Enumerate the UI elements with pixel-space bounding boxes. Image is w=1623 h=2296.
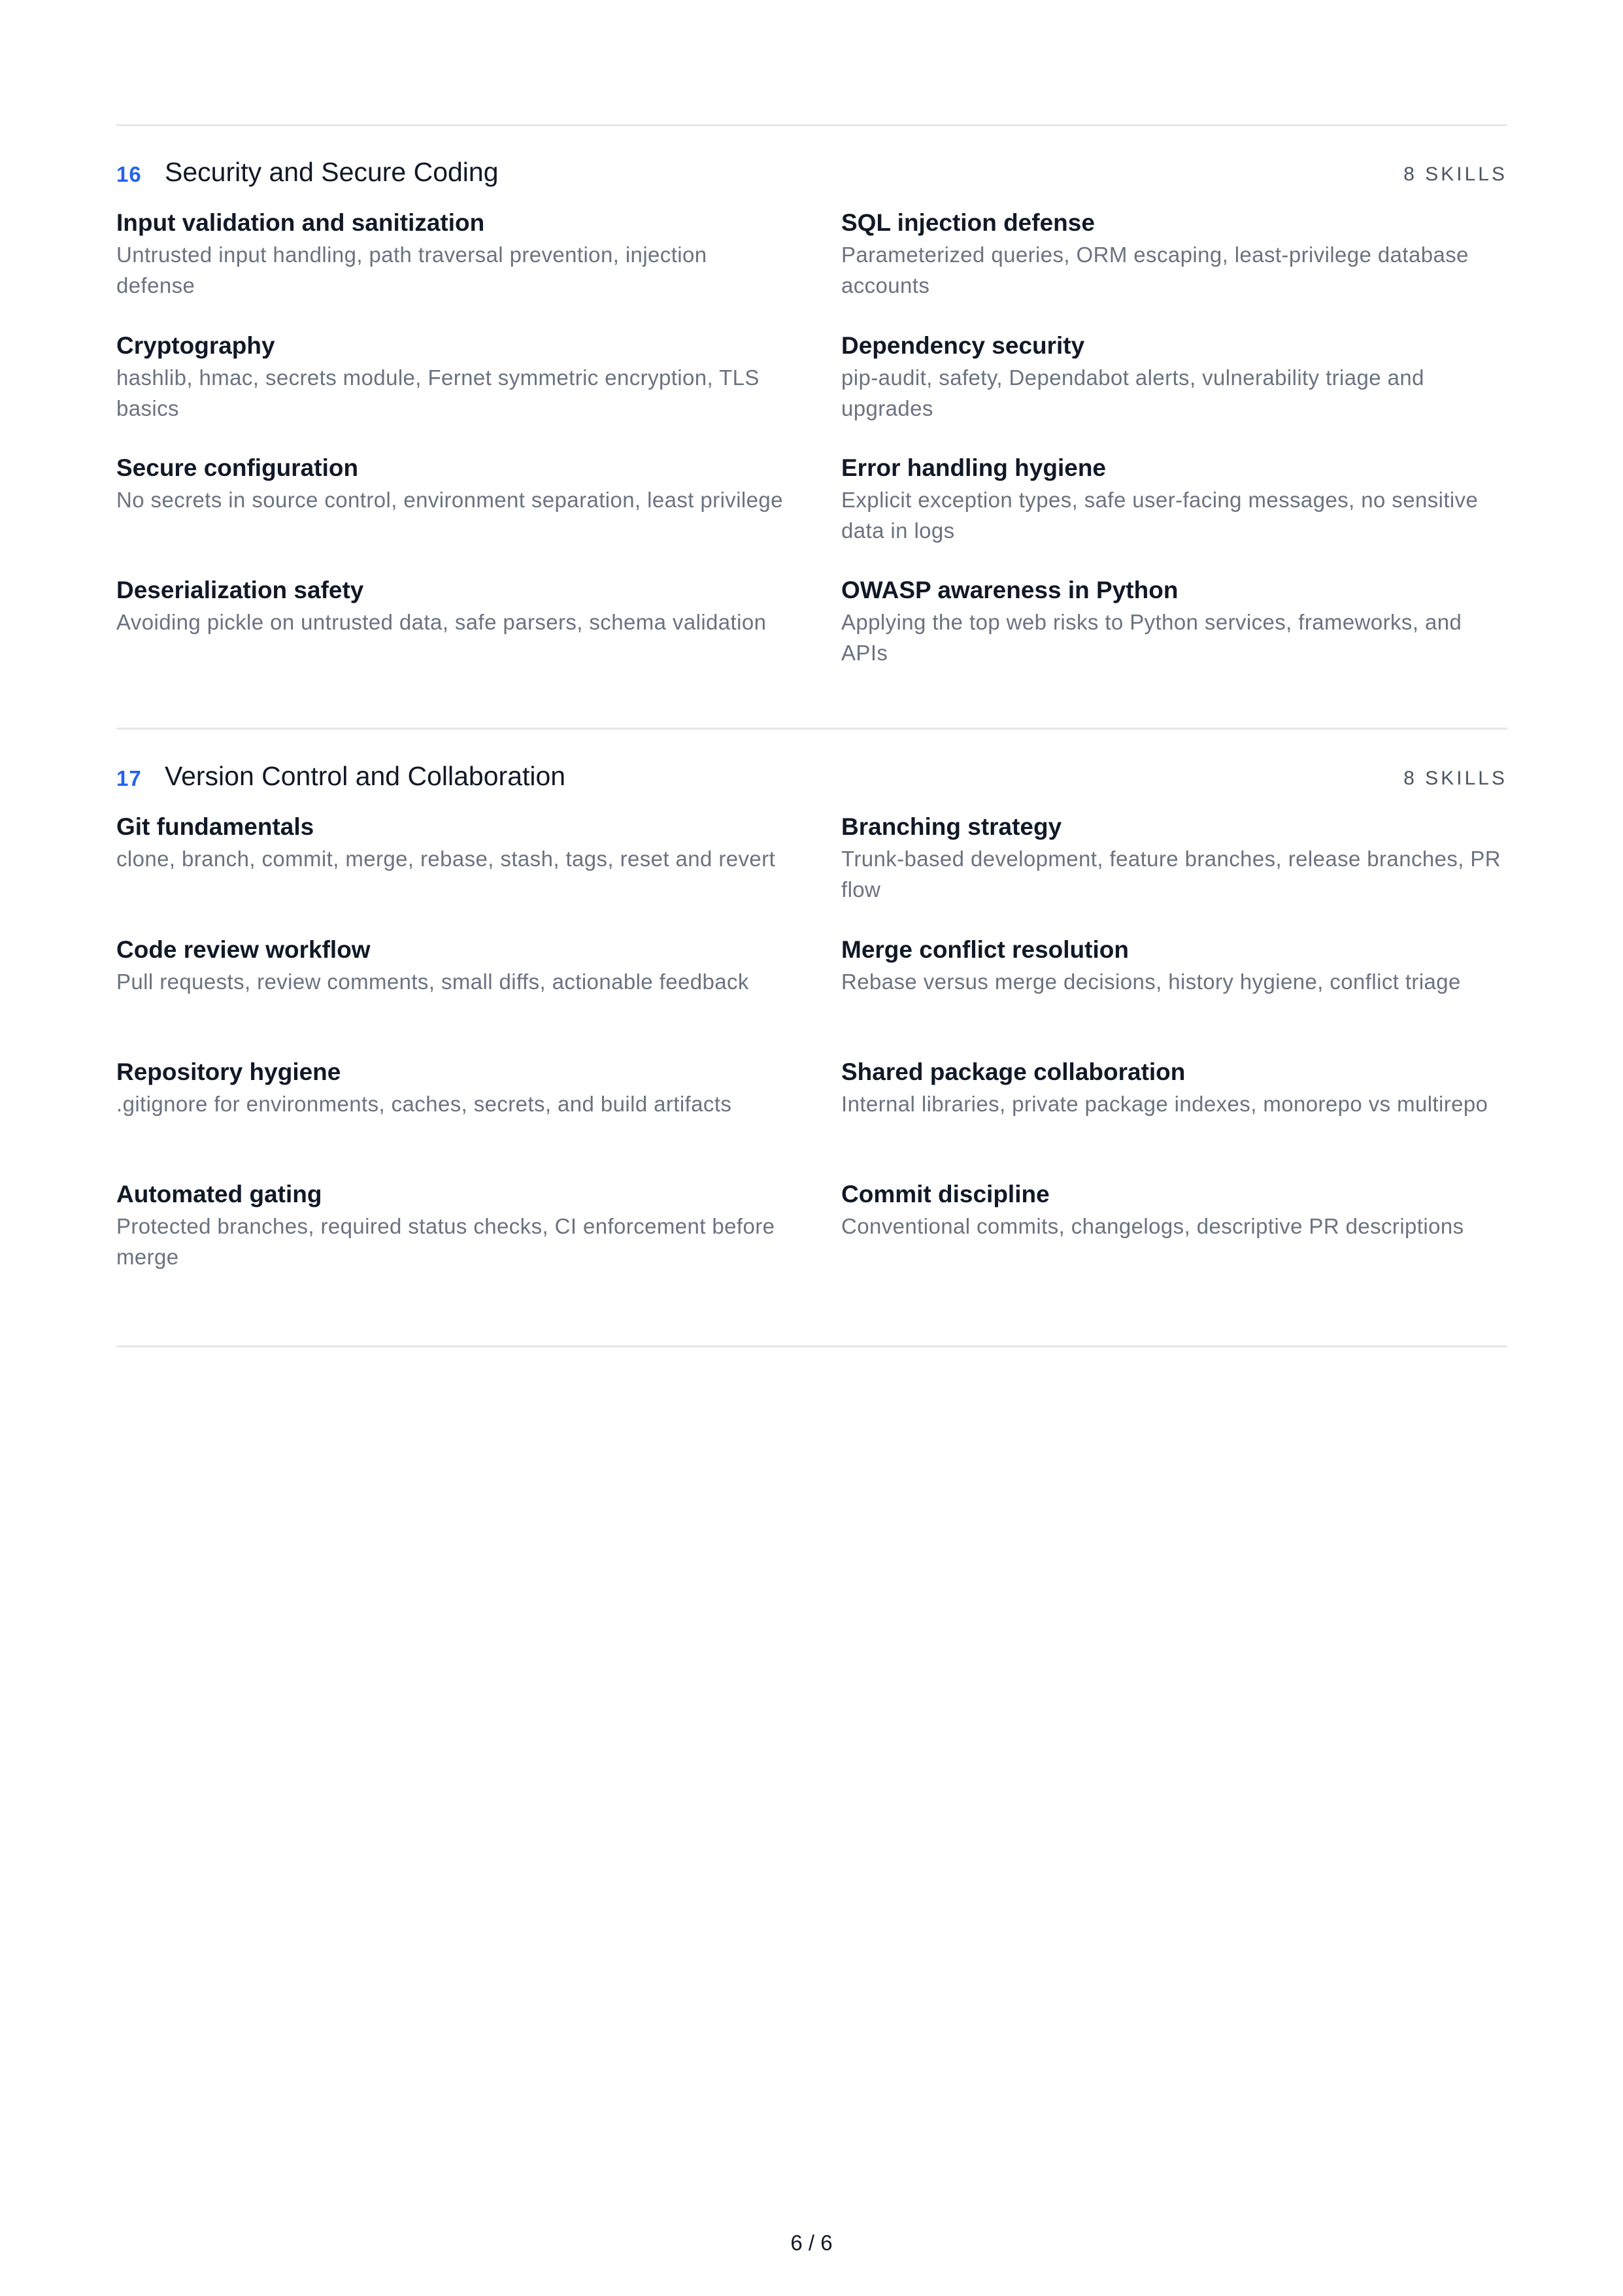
skill-title: Repository hygiene [116, 1058, 341, 1085]
skill-description: Pull requests, review comments, small diffs, actionable feedback [116, 970, 749, 994]
skill-title: Commit discipline [841, 1181, 1050, 1207]
skill-description: Untrusted input handling, path traversal prevention, injection defense [116, 243, 707, 297]
section-divider [116, 728, 1507, 730]
divider-top [116, 124, 1507, 126]
skill-description: .gitignore for environments, caches, secrets, and build artifacts [116, 1092, 732, 1116]
skill-description: Internal libraries, private package indexes, monorepo vs multirepo [841, 1092, 1488, 1116]
skill-description: Explicit exception types, safe user-facing messages, no sensitive data in logs [841, 488, 1479, 543]
skill-count: 8 SKILLS [1403, 163, 1507, 185]
skill-title: OWASP awareness in Python [841, 577, 1179, 603]
skill-title: Git fundamentals [116, 813, 314, 840]
skill-description: No secrets in source control, environment separation, least privilege [116, 488, 783, 512]
skill-item [841, 575, 1508, 668]
skill-description: pip-audit, safety, Dependabot alerts, vulnerability triage and upgrades [841, 365, 1424, 420]
section-number: 16 [116, 162, 142, 186]
skill-item [841, 1057, 1508, 1119]
skill-description: Parameterized queries, ORM escaping, least-privilege database accounts [841, 243, 1469, 297]
skill-item [116, 935, 783, 997]
skill-description: clone, branch, commit, merge, rebase, stash, tags, reset and revert [116, 847, 776, 871]
skill-item [116, 1179, 783, 1272]
section-header [116, 761, 1507, 800]
skill-title: Shared package collaboration [841, 1058, 1186, 1085]
skill-title: Dependency security [841, 332, 1085, 359]
skill-item [116, 575, 783, 637]
skill-description: Applying the top web risks to Python services, frameworks, and APIs [841, 610, 1462, 665]
page-indicator: 6 / 6 [790, 2231, 833, 2255]
skill-title: Deserialization safety [116, 577, 364, 603]
skill-item [841, 208, 1508, 301]
skill-title: Input validation and sanitization [116, 209, 485, 236]
skill-item [841, 812, 1508, 905]
skill-description: hashlib, hmac, secrets module, Fernet symmetric encryption, TLS basics [116, 365, 760, 420]
skill-item [116, 208, 783, 301]
skill-item [841, 331, 1508, 424]
skill-item [116, 1057, 783, 1119]
divider-bottom [116, 1345, 1507, 1347]
skill-title: Automated gating [116, 1181, 322, 1207]
skill-description: Protected branches, required status checks, CI enforcement before merge [116, 1214, 775, 1269]
skill-title: Branching strategy [841, 813, 1062, 840]
skill-description: Rebase versus merge decisions, history hygiene, conflict triage [841, 970, 1461, 994]
skill-count: 8 SKILLS [1403, 768, 1507, 789]
skill-item [841, 1179, 1508, 1241]
skill-item [116, 812, 783, 874]
skill-item [116, 453, 783, 515]
section-number: 17 [116, 766, 142, 790]
skill-title: Cryptography [116, 332, 275, 359]
section-version-control [116, 761, 1507, 1269]
skill-title: SQL injection defense [841, 209, 1095, 236]
section-header [116, 157, 1507, 196]
skill-description: Conventional commits, changelogs, descriptive PR descriptions [841, 1214, 1464, 1238]
skill-title: Secure configuration [116, 454, 359, 481]
skill-item [116, 331, 783, 424]
skill-title: Code review workflow [116, 936, 371, 963]
skill-description: Avoiding pickle on untrusted data, safe parsers, schema validation [116, 610, 767, 634]
skill-item [841, 453, 1508, 546]
section-title: Security and Secure Coding [165, 157, 499, 187]
skill-description: Trunk-based development, feature branches, release branches, PR flow [841, 847, 1501, 902]
skill-title: Merge conflict resolution [841, 936, 1129, 963]
section-title: Version Control and Collaboration [165, 761, 566, 791]
skill-item [841, 935, 1508, 997]
section-security [116, 157, 1507, 665]
skill-title: Error handling hygiene [841, 454, 1106, 481]
